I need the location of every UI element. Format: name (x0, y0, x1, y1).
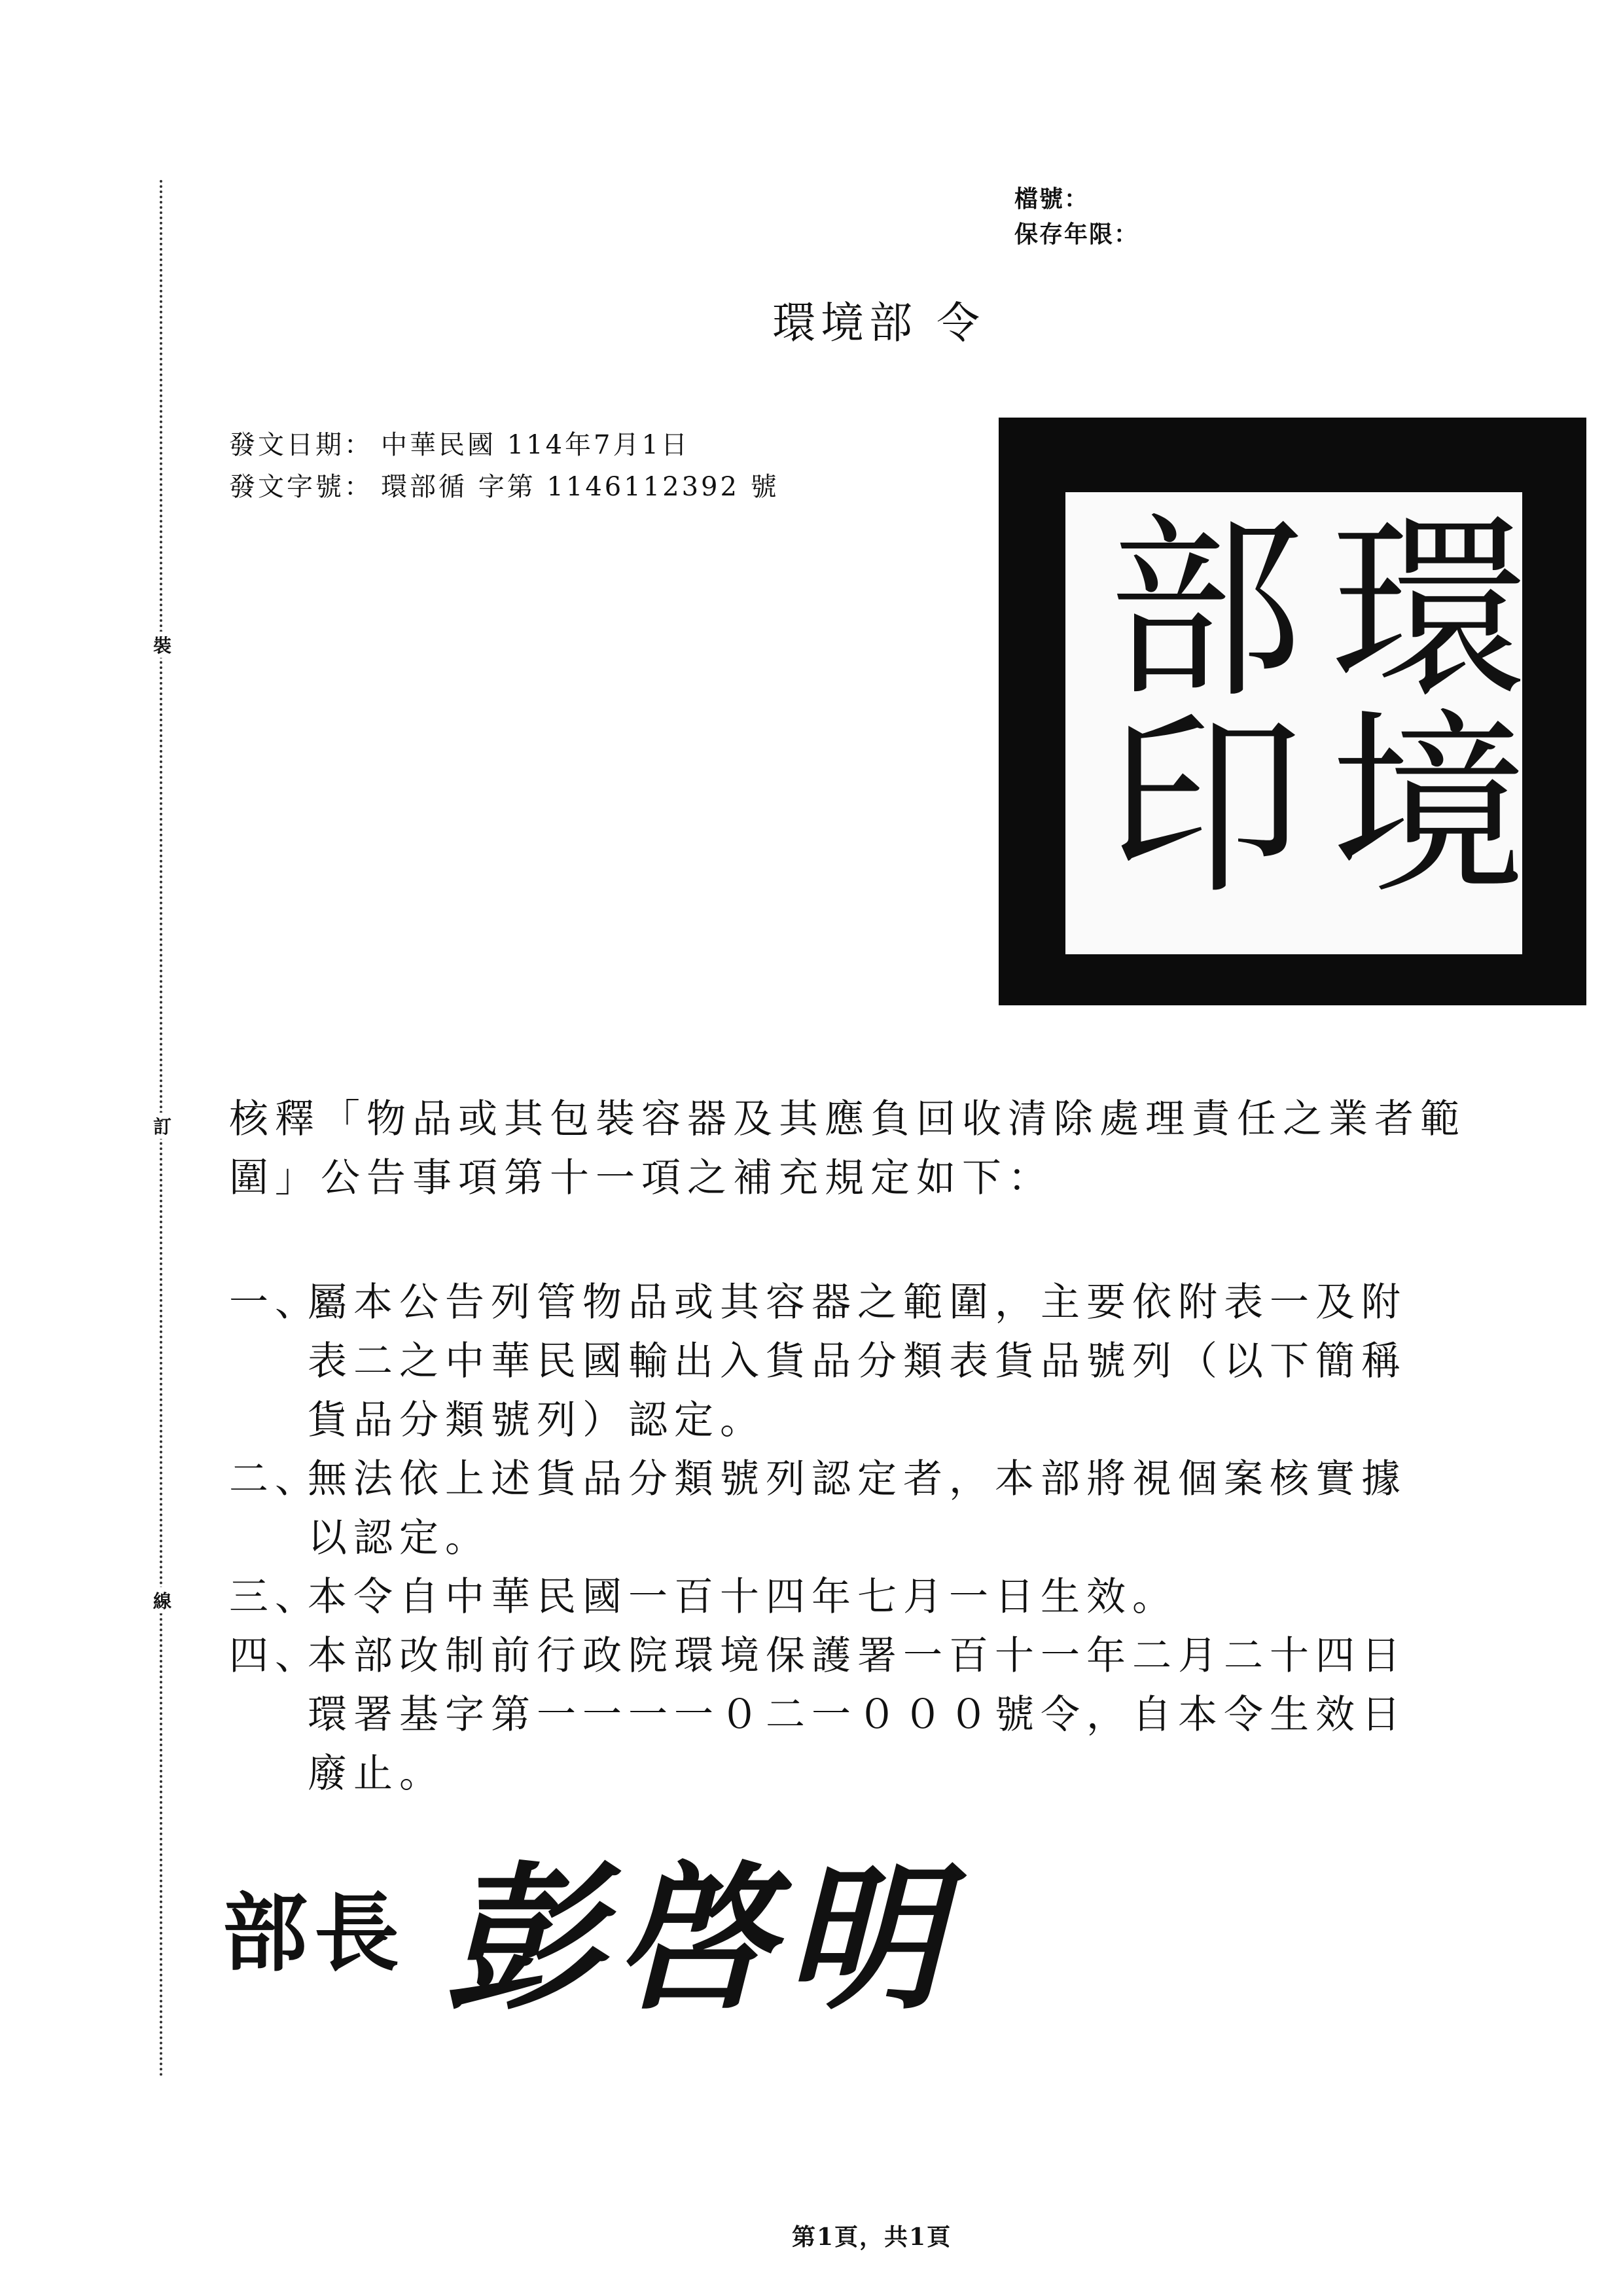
item-3-line-1: 本令自中華民國一百十四年七月一日生效。 (308, 1574, 1178, 1620)
item-2-line-1: 無法依上述貨品分類號列認定者，本部將視個案核實據 (308, 1456, 1407, 1502)
official-seal (999, 418, 1586, 1005)
item-4-line-1: 本部改制前行政院環境保護署一百十一年二月二十四日 (308, 1633, 1407, 1679)
intro-line-1: 核釋「物品或其包裝容器及其應負回收清除處理責任之業者範 (229, 1096, 1466, 1142)
issue-reference-label: 發文字號： (229, 472, 373, 502)
item-4-number: 四、 (229, 1633, 321, 1679)
item-2-line-2: 以認定。 (308, 1515, 491, 1561)
item-4-line-3: 廢止。 (308, 1751, 445, 1797)
intro-line-2: 圍」公告事項第十一項之補充規定如下： (229, 1155, 1054, 1201)
item-2-number: 二、 (229, 1456, 321, 1502)
document-title: 環境部 令 (772, 298, 985, 348)
item-4-line-2: 環署基字第一一一一０二一０００號令，自本令生效日 (308, 1692, 1407, 1738)
file-number-label: 檔號： (1014, 185, 1090, 213)
retention-period-label: 保存年限： (1014, 221, 1139, 248)
signature-title: 部長 (223, 1883, 406, 1983)
seal-column-left: 部印 (1075, 505, 1303, 898)
signature-name: 彭啓明 (445, 1846, 956, 2031)
issue-date-value: 中華民國 114年7月1日 (381, 430, 690, 460)
issue-reference-value: 環部循 字第 1146112392 號 (381, 472, 779, 502)
issue-date-label: 發文日期： (229, 430, 373, 460)
binding-mark-xian: 線 (149, 1587, 175, 1613)
item-1-number: 一、 (229, 1280, 321, 1325)
issue-date (229, 424, 690, 461)
item-1-line-3: 貨品分類號列）認定。 (308, 1397, 766, 1443)
seal-inner-field (1065, 492, 1525, 954)
page-footer: 第1頁，共1頁 (792, 2223, 952, 2251)
seal-column-right: 環境 (1297, 505, 1525, 898)
binding-mark-ding: 訂 (149, 1113, 175, 1139)
item-3-number: 三、 (229, 1574, 321, 1620)
item-1-line-1: 屬本公告列管物品或其容器之範圍，主要依附表一及附 (308, 1280, 1407, 1325)
binding-mark-zhuang: 裝 (149, 632, 175, 658)
issue-reference (229, 466, 779, 503)
item-1-line-2: 表二之中華民國輸出入貨品分類表貨品號列（以下簡稱 (308, 1338, 1407, 1384)
